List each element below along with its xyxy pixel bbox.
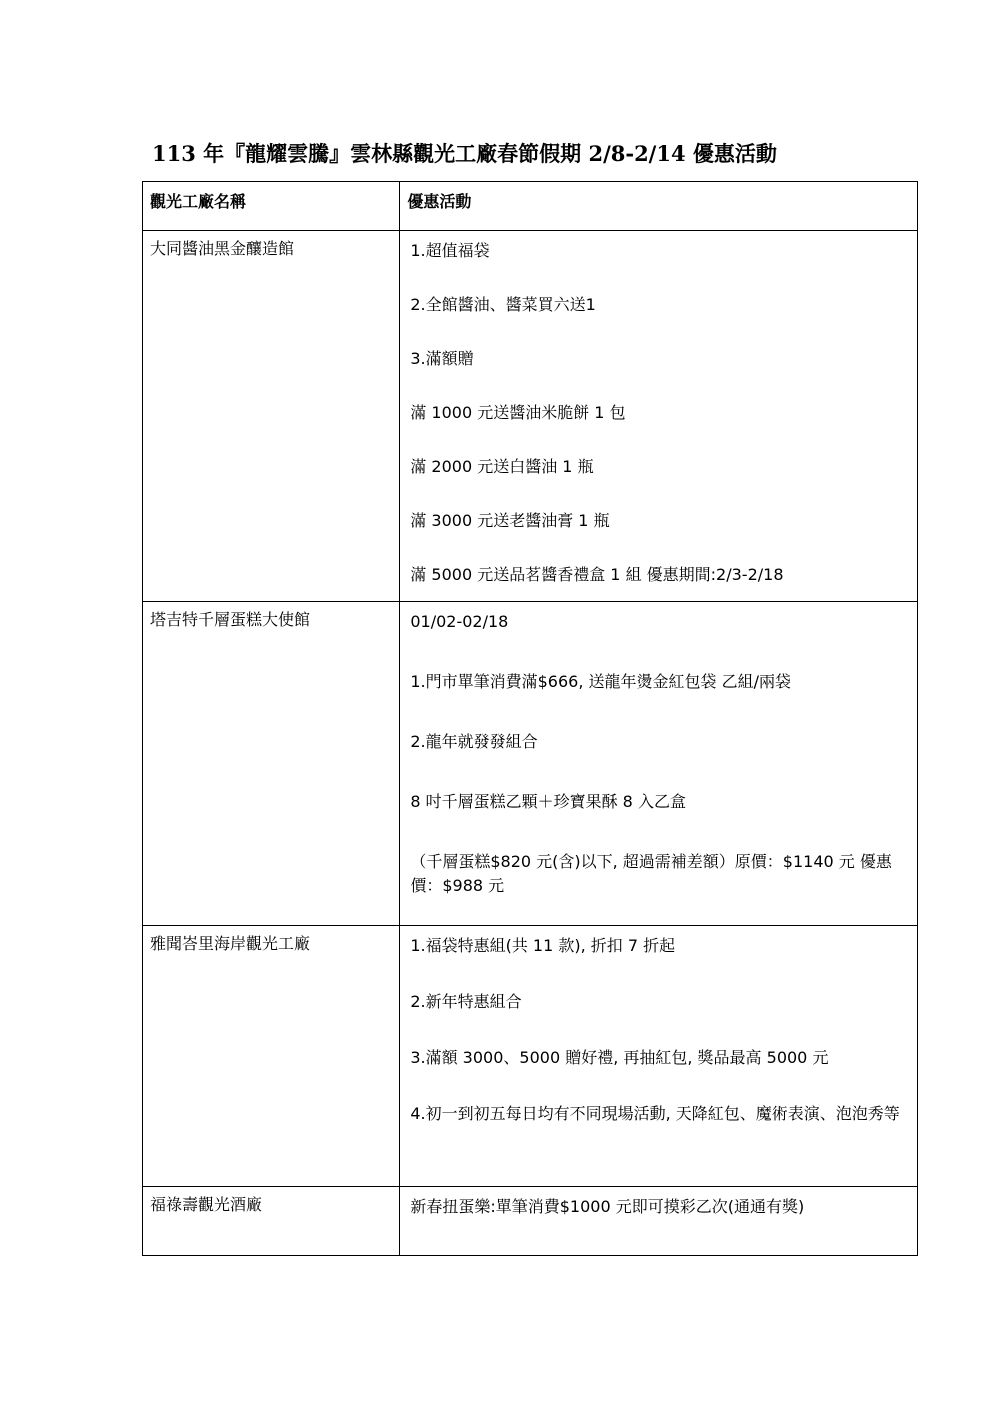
promo-line: 滿 2000 元送白醬油 1 瓶 xyxy=(410,457,594,476)
factory-name-cell xyxy=(143,231,400,602)
header-cell-name xyxy=(143,182,400,231)
factory-name: 福祿壽觀光酒廠 xyxy=(150,1195,263,1214)
factory-name-cell xyxy=(143,602,400,926)
table-row xyxy=(143,926,918,1187)
header-name-label: 觀光工廠名稱 xyxy=(150,192,247,211)
factory-name-cell xyxy=(143,1187,400,1256)
table-header-row xyxy=(143,182,918,231)
promo-line: 01/02-02/18 xyxy=(410,612,509,631)
promo-line: 1.超值福袋 xyxy=(410,241,490,260)
promo-line: 3.滿額贈 xyxy=(410,349,474,368)
header-promo-label: 優惠活動 xyxy=(407,192,472,211)
table-row xyxy=(143,1187,918,1256)
table-row xyxy=(143,602,918,926)
promo-cell xyxy=(400,926,918,1187)
promo-line: 8 吋千層蛋糕乙顆＋珍寶果酥 8 入乙盒 xyxy=(410,792,686,811)
promo-line: 新春扭蛋樂:單筆消費$1000 元即可摸彩乙次(通通有獎) xyxy=(410,1197,805,1216)
promotion-table xyxy=(142,181,918,1256)
page-title: 113 年『龍耀雲騰』雲林縣觀光工廠春節假期 2/8-2/14 優惠活動 xyxy=(152,141,777,166)
factory-name: 雅聞峇里海岸觀光工廠 xyxy=(150,934,311,953)
promo-line: 滿 1000 元送醬油米脆餅 1 包 xyxy=(410,403,626,422)
promo-line: 1.福袋特惠組(共 11 款), 折扣 7 折起 xyxy=(410,936,676,955)
promo-cell xyxy=(400,231,918,602)
promo-line: （千層蛋糕$820 元(含)以下, 超過需補差額）原價：$1140 元 優惠價：$988 元 xyxy=(410,852,892,895)
header-cell-promo xyxy=(400,182,918,231)
promo-line: 3.滿額 3000、5000 贈好禮, 再抽紅包, 獎品最高 5000 元 xyxy=(410,1048,829,1067)
promo-line: 2.全館醬油、醬菜買六送1 xyxy=(410,295,596,314)
promo-line: 2.龍年就發發組合 xyxy=(410,732,538,751)
promo-line: 滿 5000 元送品茗醬香禮盒 1 組 優惠期間:2/3-2/18 xyxy=(410,565,784,584)
promo-line: 1.門市單筆消費滿$666, 送龍年燙金紅包袋 乙組/兩袋 xyxy=(410,672,791,691)
promo-cell xyxy=(400,1187,918,1256)
table-row xyxy=(143,231,918,602)
promo-line: 2.新年特惠組合 xyxy=(410,992,522,1011)
promo-line: 滿 3000 元送老醬油膏 1 瓶 xyxy=(410,511,610,530)
promo-cell xyxy=(400,602,918,926)
promo-line: 4.初一到初五每日均有不同現場活動, 天降紅包、魔術表演、泡泡秀等 xyxy=(410,1104,900,1123)
factory-name: 塔吉特千層蛋糕大使館 xyxy=(150,610,311,629)
factory-name-cell xyxy=(143,926,400,1187)
factory-name: 大同醬油黑金釀造館 xyxy=(150,239,295,258)
